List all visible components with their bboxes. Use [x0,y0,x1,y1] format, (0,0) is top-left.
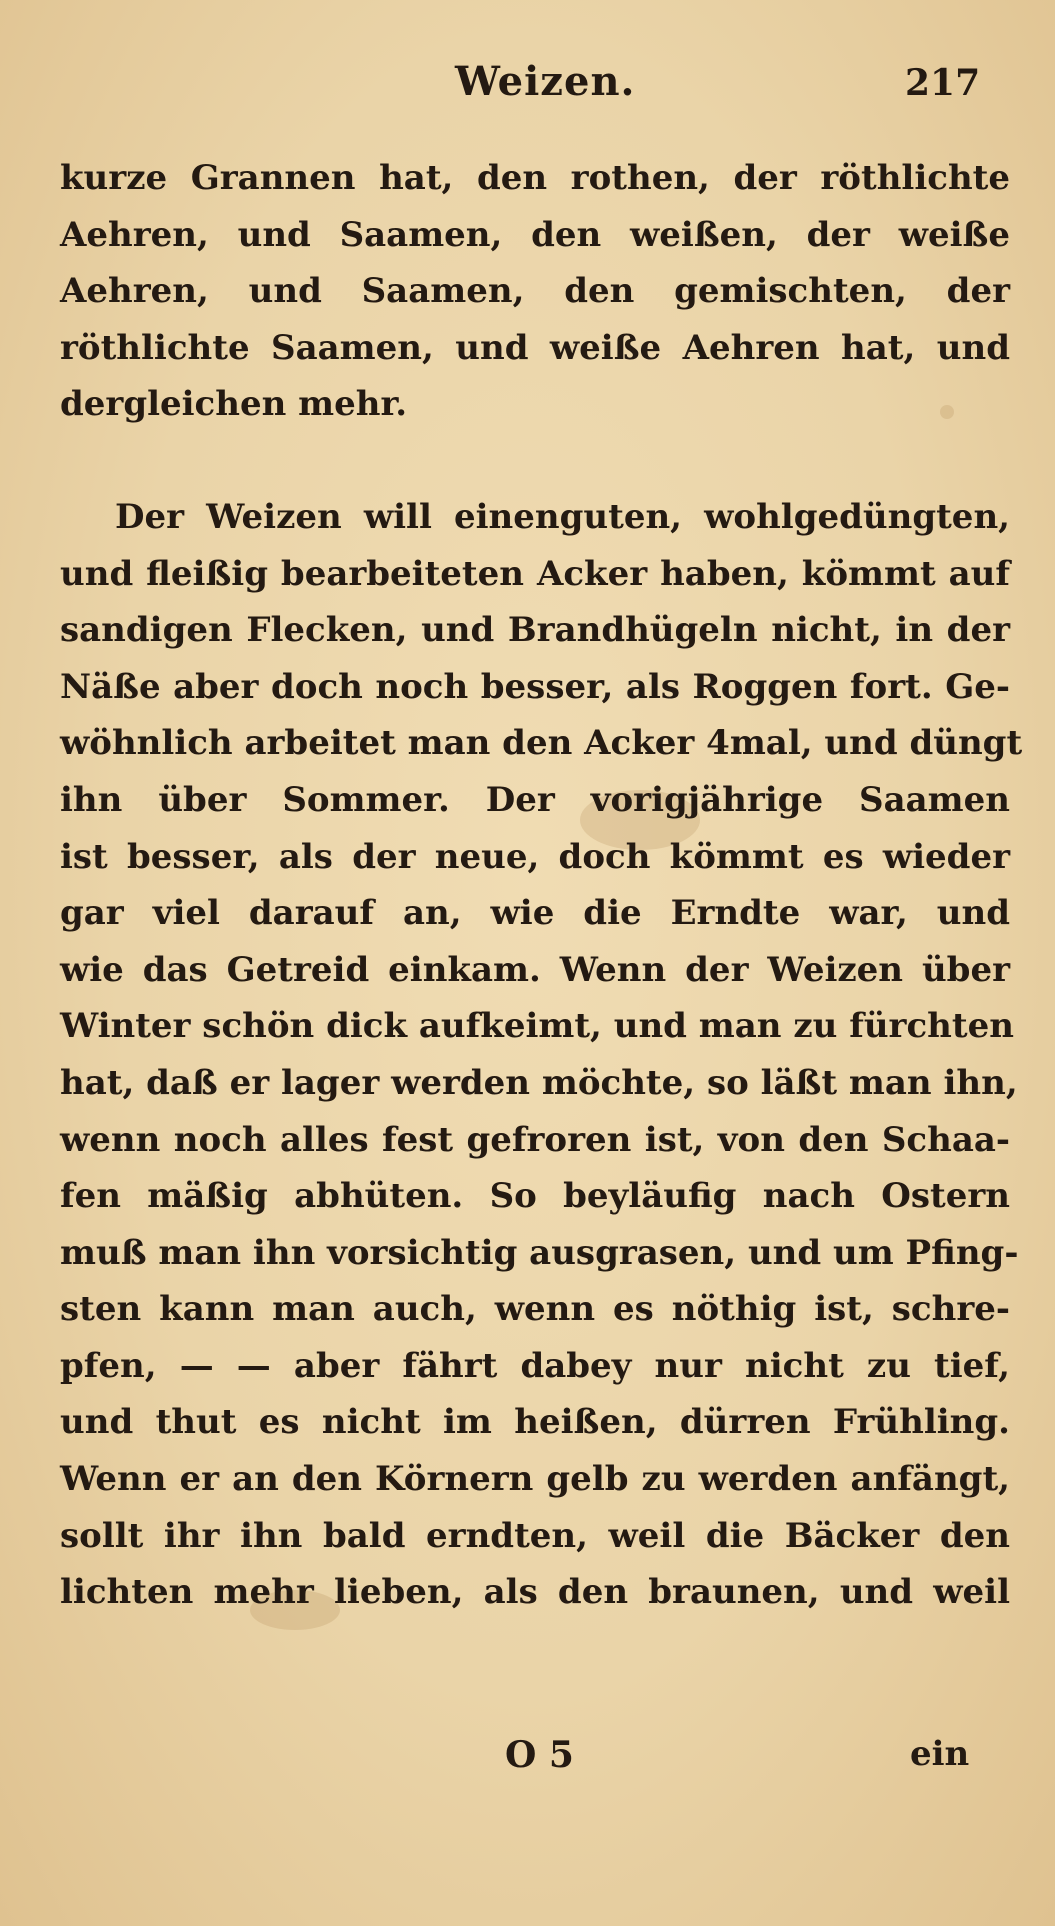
text-line: sollt ihr ihn bald erndten, weil die Bäcker den [60,1515,1010,1556]
text-line: wie das Getreid einkam. Wenn der Weizen über [60,949,1010,990]
catchword: ein [910,1734,970,1774]
text-line: Aehren, und Saamen, den gemischten, der [60,271,1010,312]
text-line: hat, daß er lager werden möchte, so läßt man ihn, [60,1062,1018,1103]
text-line: wöhnlich arbeitet man den Acker 4mal, und düngt [60,723,1023,764]
text-line: ihn über Sommer. Der vorigjährige Saamen [60,779,1010,820]
paragraph [60,489,1023,1621]
paragraph [60,150,1010,433]
text-line: Winter schön dick aufkeimt, und man zu fürchten [60,1006,1014,1047]
text-line: sandigen Flecken, und Brandhügeln nicht, in der [60,610,1010,651]
text-line: und fleißig bearbeiteten Acker haben, kömmt auf [60,553,1010,594]
page-header [0,58,1055,118]
body-text [60,150,1023,1621]
text-line: Näße aber doch noch besser, als Roggen fort. Ge- [60,666,1010,707]
text-line: ist besser, als der neue, doch kömmt es wieder [60,836,1010,877]
text-line: gar viel darauf an, wie die Erndte war, und [60,893,1010,934]
text-line: Wenn er an den Körnern gelb zu werden anfängt, [60,1459,1010,1500]
text-line: wenn noch alles fest gefroren ist, von den Schaa- [60,1119,1010,1160]
running-title: Weizen. [455,58,636,105]
text-line: und thut es nicht im heißen, dürren Frühling. [60,1402,1010,1443]
page-number: 217 [905,62,981,104]
text-line: Der Weizen will einenguten, wohlgedüngten, [115,496,1010,537]
text-line: dergleichen mehr. [60,384,408,425]
text-line: lichten mehr lieben, als den braunen, und weil [60,1572,1010,1613]
text-line: pfen, — — aber fährt dabey nur nicht zu tief, [60,1345,1010,1386]
text-line: Aehren, und Saamen, den weißen, der weiße [60,214,1010,255]
signature-mark: O 5 [505,1734,574,1776]
text-line: muß man ihn vorsichtig ausgrasen, und um Pfing- [60,1232,1019,1273]
page-footer [0,1734,1055,1794]
text-line: kurze Grannen hat, den rothen, der röthlichte [60,158,1010,198]
text-line: röthlichte Saamen, und weiße Aehren hat, und [60,327,1010,368]
text-line: fen mäßig abhüten. So beyläufig nach Ostern [60,1176,1010,1217]
text-line: sten kann man auch, wenn es nöthig ist, schre- [60,1289,1010,1330]
